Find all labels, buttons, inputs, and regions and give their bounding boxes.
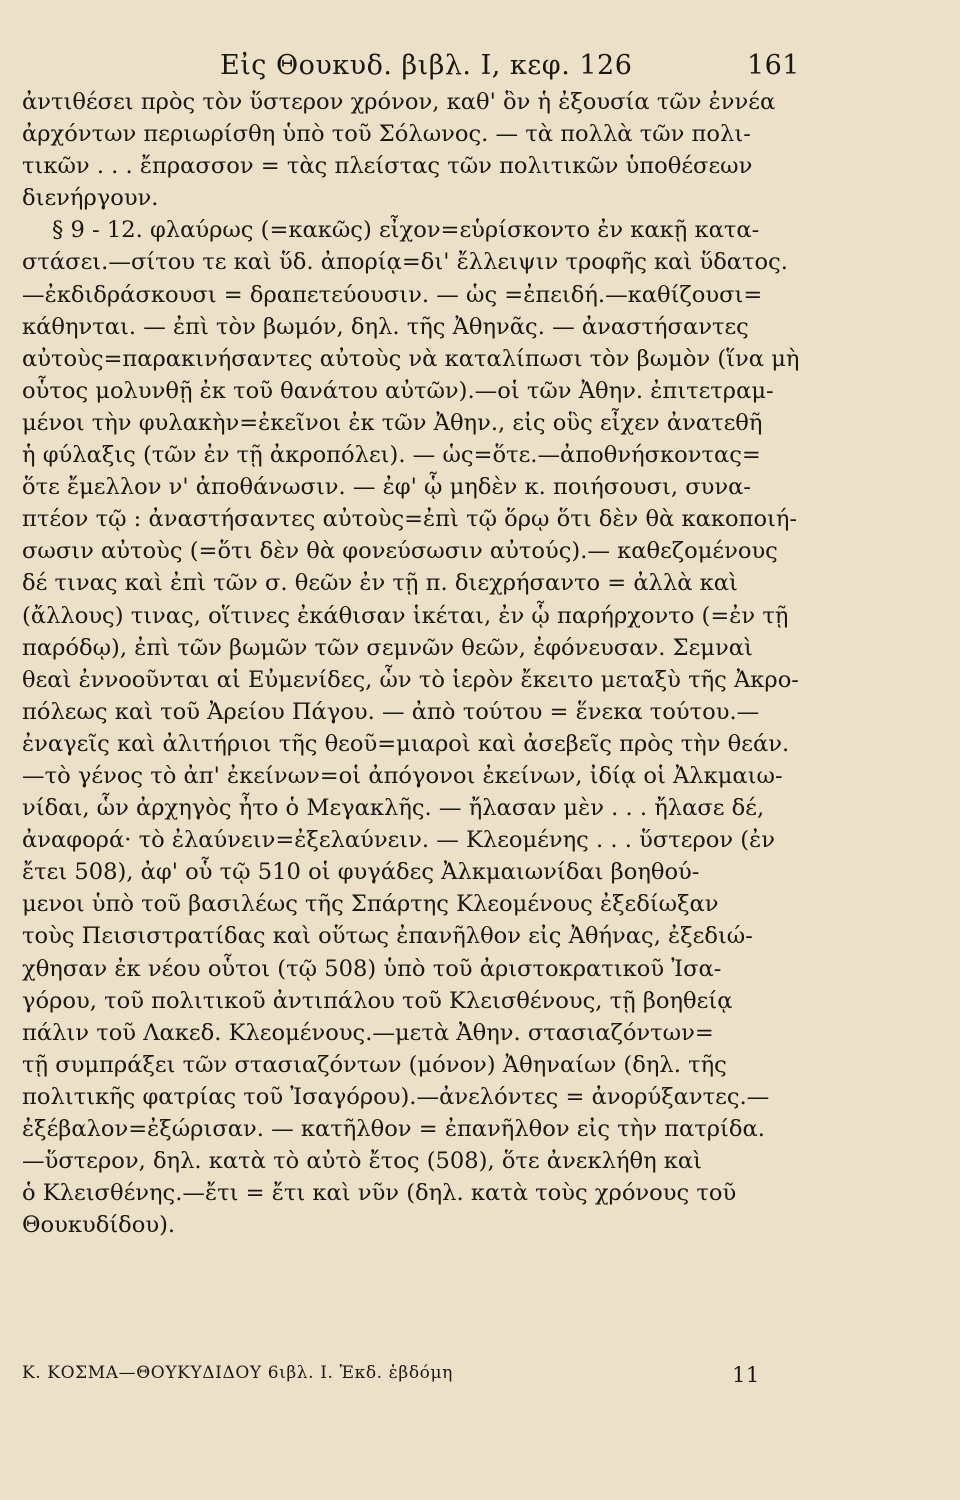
header-title: Εἰς Θουκυδ. βιβλ. I, κεφ. 126 (220, 50, 633, 81)
text-line: νίδαι, ὧν ἀρχηγὸς ἦτο ὁ Μεγακλῆς. — ἤλασαν μὲν . . . ἤλασε δέ, (22, 795, 765, 822)
text-line: τοὺς Πεισιστρατίδας καὶ οὕτως ἐπανῆλθον εἰς Ἀθήνας, ἐξεδιώ- (22, 923, 753, 950)
text-line: ἀντιθέσει πρὸς τὸν ὕστερον χρόνον, καθ' ὃν ἡ ἐξουσία τῶν ἐννέα (22, 89, 776, 115)
text-line: στάσει.—σίτου τε καὶ ὕδ. ἀπορίᾳ=δι' ἔλλειψιν τροφῆς καὶ ὕδατος. (22, 249, 788, 276)
text-line: τικῶν . . . ἔπρασσον = τὰς πλείστας τῶν πολιτικῶν ὑποθέσεων (22, 153, 753, 180)
text-line: δέ τινας καὶ ἐπὶ τῶν σ. θεῶν ἐν τῇ π. διεχρήσαντο = ἀλλὰ καὶ (22, 570, 738, 597)
text-line: μενοι ὑπὸ τοῦ βασιλέως τῆς Σπάρτης Κλεομένους ἐξεδίωξαν (22, 891, 719, 918)
text-line: ἡ φύλαξις (τῶν ἐν τῇ ἀκροπόλει). — ὡς=ὅτε.—ἀποθνήσκοντας= (22, 442, 761, 469)
text-line: ἀναφορά· τὸ ἐλαύνειν=ἐξελαύνειν. — Κλεομένης . . . ὕστερον (ἐν (22, 827, 775, 854)
text-line: ἔτει 508), ἀφ' οὗ τῷ 510 οἱ φυγάδες Ἀλκμαιωνίδαι βοηθού- (22, 859, 700, 886)
text-line: κάθηνται. — ἐπὶ τὸν βωμόν, δηλ. τῆς Ἀθηνᾶς. — ἀναστήσαντες (22, 313, 749, 340)
text-line: θεαὶ ἐννοοῦνται αἱ Εὐμενίδες, ὧν τὸ ἱερὸν ἔκειτο μεταξὺ τῆς Ἀκρο- (22, 666, 799, 693)
text-line: μένοι τὴν φυλακὴν=ἐκεῖνοι ἐκ τῶν Ἀθην., εἰς οὓς εἶχεν ἀνατεθῆ (22, 409, 763, 436)
text-line: —τὸ γένος τὸ ἀπ' ἐκείνων=οἱ ἀπόγονοι ἐκείνων, ἰδίᾳ οἱ Ἀλκμαιω- (22, 762, 783, 789)
signature-number: 11 (732, 1363, 760, 1387)
text-line: χθησαν ἐκ νέου οὗτοι (τῷ 508) ὑπὸ τοῦ ἀριστοκρατικοῦ Ἰσα- (22, 955, 722, 982)
text-line: διενήργουν. (22, 185, 159, 212)
text-line: γόρου, τοῦ πολιτικοῦ ἀντιπάλου τοῦ Κλεισθένους, τῇ βοηθείᾳ (22, 987, 733, 1014)
text-line: πτέον τῷ : ἀναστήσαντες αὐτοὺς=ἐπὶ τῷ ὅρῳ ὅτι δὲν θὰ κακοποιή- (22, 506, 798, 533)
text-line: ἐξέβαλον=ἐξώρισαν. — κατῆλθον = ἐπανῆλθον εἰς τὴν πατρίδα. (22, 1116, 765, 1142)
text-line: ὁ Κλεισθένης.—ἔτι = ἔτι καὶ νῦν (δηλ. κατὰ τοὺς χρόνους τοῦ (22, 1180, 737, 1207)
text-line: σωσιν αὐτοὺς (=ὅτι δὲν θὰ φονεύσωσιν αὐτούς).— καθεζομένους (22, 538, 778, 565)
text-line: πάλιν τοῦ Λακεδ. Κλεομένους.—μετὰ Ἀθην. στασιαζόντων= (22, 1019, 714, 1046)
text-line: § 9 - 12. φλαύρως (=κακῶς) εἶχον=εὑρίσκοντο ἐν κακῇ κατα- (52, 217, 760, 244)
text-line: Θουκυδίδου). (22, 1212, 176, 1239)
commentary-text (22, 86, 812, 1241)
text-line: οὗτος μολυνθῇ ἐκ τοῦ θανάτου αὐτῶν).—οἱ τῶν Ἀθην. ἐπιτετραμ- (22, 377, 774, 404)
text-line: τῇ συμπράξει τῶν στασιαζόντων (μόνον) Ἀθηναίων (δηλ. τῆς (22, 1051, 727, 1078)
text-line: (ἄλλους) τινας, οἵτινες ἐκάθισαν ἱκέται, ἐν ᾧ παρήρχοντο (=ἐν τῇ (22, 602, 789, 629)
text-line: αὐτοὺς=παρακινήσαντες αὐτοὺς νὰ καταλίπωσι τὸν βωμὸν (ἵνα μὴ (22, 345, 800, 372)
text-line: ὅτε ἔμελλον ν' ἀποθάνωσιν. — ἐφ' ᾧ μηδὲν κ. ποιήσουσι, συνα- (22, 474, 752, 501)
text-line: —ὕστερον, δηλ. κατὰ τὸ αὐτὸ ἔτος (508), ὅτε ἀνεκλήθη καὶ (22, 1148, 703, 1175)
text-line: ἀρχόντων περιωρίσθη ὑπὸ τοῦ Σόλωνος. — τὰ πολλὰ τῶν πολι- (22, 121, 751, 148)
text-line: παρόδῳ), ἐπὶ τῶν βωμῶν τῶν σεμνῶν θεῶν, ἐφόνευσαν. Σεμναὶ (22, 634, 753, 661)
text-line: ἐναγεῖς καὶ ἀλιτήριοι τῆς θεοῦ=μιαροὶ καὶ ἀσεβεῖς πρὸς τὴν θεάν. (22, 730, 790, 757)
footer-imprint: Κ. ΚΟΣΜΑ—ΘΟΥΚΥΔΙΔΟΥ 6ιβλ. I. Ἐκδ. ἑβδόμη (22, 1363, 453, 1383)
text-line: —ἐκδιδράσκουσι = δραπετεύουσιν. — ὡς =ἐπειδή.—καθίζουσι= (22, 281, 763, 308)
page-number: 161 (746, 50, 800, 81)
text-line: πολιτικῆς φατρίας τοῦ Ἰσαγόρου).—ἀνελόντες = ἀνορύξαντες.— (22, 1083, 770, 1110)
text-line: πόλεως καὶ τοῦ Ἀρείου Πάγου. — ἀπὸ τούτου = ἕνεκα τούτου.— (22, 698, 760, 725)
